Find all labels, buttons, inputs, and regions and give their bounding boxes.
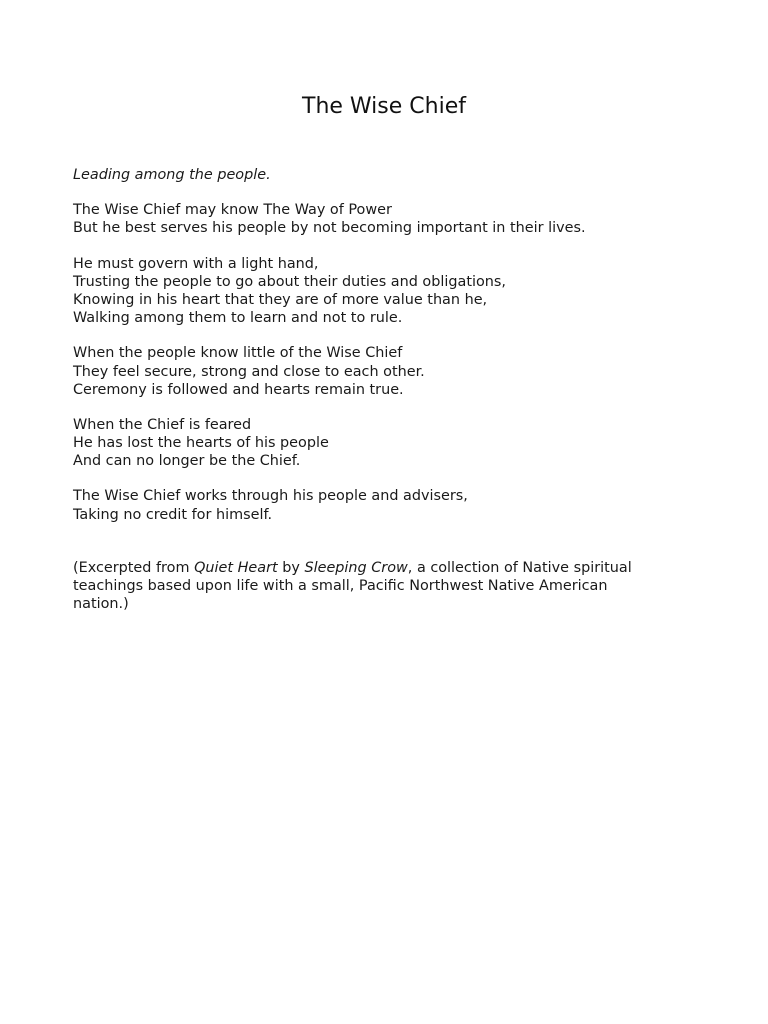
stanza [73, 255, 693, 328]
source-note [73, 559, 693, 614]
source-author: Sleeping Crow [304, 559, 408, 576]
poem-line: They feel secure, strong and close to each other. [73, 363, 425, 380]
poem-line: When the people know little of the Wise Chief [73, 345, 403, 362]
poem-line: The Wise Chief works through his people and advisers, [73, 488, 468, 505]
poem-line: The Wise Chief may know The Way of Power [73, 202, 392, 219]
stanza [73, 201, 693, 237]
source-book-title: Quiet Heart [194, 559, 278, 576]
source-line-3: nation.) [73, 596, 129, 613]
poem-line: Taking no credit for himself. [73, 506, 273, 523]
poem-line: Trusting the people to go about their duties and obligations, [73, 273, 506, 290]
source-line1-rest: , a collection of Native spiritual [407, 559, 632, 576]
poem-line: When the Chief is feared [73, 416, 252, 433]
stanza [73, 487, 693, 523]
source-prefix: (Excerpted from [73, 559, 195, 576]
poem-line: Ceremony is followed and hearts remain true. [73, 381, 404, 398]
source-by: by [277, 559, 305, 576]
poem-line: He must govern with a light hand, [73, 255, 319, 272]
source-line-1 [73, 559, 693, 577]
poem-subtitle: Leading among the people. [73, 167, 271, 183]
document-title: The Wise Chief [302, 94, 466, 119]
stanza [73, 344, 693, 399]
poem-line: Walking among them to learn and not to rule. [73, 310, 403, 327]
poem-line: Knowing in his heart that they are of more value than he, [73, 291, 488, 308]
poem-line: He has lost the hearts of his people [73, 435, 329, 452]
stanza [73, 416, 693, 471]
poem-body [73, 166, 693, 613]
poem-line: But he best serves his people by not becoming important in their lives. [73, 220, 586, 237]
source-line-2: teachings based upon life with a small, Pacific Northwest Native American [73, 578, 608, 594]
poem-line: And can no longer be the Chief. [73, 453, 301, 470]
